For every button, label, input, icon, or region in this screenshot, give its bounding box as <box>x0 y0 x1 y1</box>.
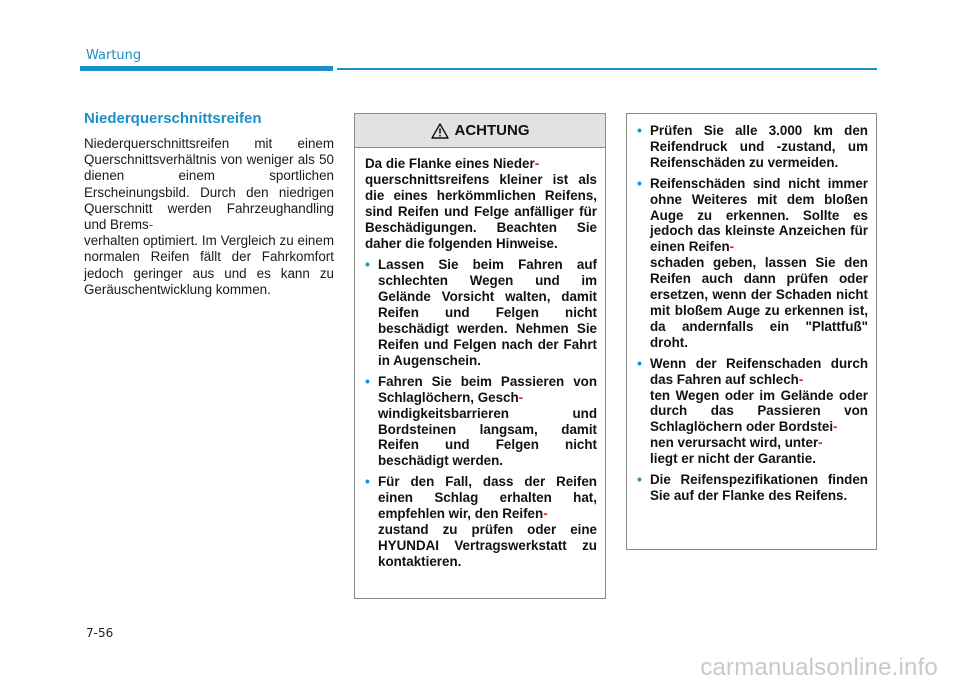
watermark: carmanualsonline.info <box>700 654 938 681</box>
header-bar-thick <box>80 66 333 71</box>
list-item <box>637 176 868 351</box>
caution-body <box>355 148 605 570</box>
intro-hyphen: - <box>148 217 154 233</box>
caution-continued-box <box>626 113 877 550</box>
continued-bullet3-d: liegt er nicht der Garantie. <box>650 451 816 467</box>
hyphen-mark: - <box>798 371 804 387</box>
continued-bullet2-b: schaden geben, lassen Sie den Reifen auch dann prüfen oder ersetzen, wenn der Schaden nicht mit bloßem Auge zu erkennen ist, da andernfalls ein "Plattfuß" droht. <box>650 255 868 350</box>
page-number: 7-56 <box>86 626 114 640</box>
continued-bullet4: Die Reifenspezifikationen finden Sie auf der Flanke des Reifens. <box>650 472 868 503</box>
hyphen-mark: - <box>818 435 823 451</box>
continued-bullet3-a: Wenn der Reifenschaden durch das Fahren auf schlech <box>650 355 868 387</box>
list-item <box>637 472 868 504</box>
caution-para-b: querschnittsreifens kleiner ist als die eines herkömmlichen Reifens, sind Reifen und Felge anfälliger für Beschädigungen. Beachten Sie daher die folgenden Hinweise. <box>365 171 597 251</box>
header-bar-thin <box>337 68 877 70</box>
hyphen-mark: - <box>543 506 548 522</box>
list-item <box>637 356 868 467</box>
intro-paragraph <box>84 136 334 298</box>
caution-bullet2-b: windigkeitsbarrieren und Bordsteinen langsam, damit Reifen und Felgen nicht beschädigt werden. <box>378 405 597 469</box>
section-label: Wartung <box>86 48 142 63</box>
caution-bullet2-a: Fahren Sie beim Passieren von Schlaglöchern, Gesch <box>378 373 597 405</box>
caution-box <box>354 113 606 599</box>
continued-bullet2-a: Reifenschäden sind nicht immer ohne Weiteres mit dem bloßen Auge zu erkennen. Sollte es jedoch das kleinste Anzeichen für einen Reifen <box>650 175 868 255</box>
hyphen-mark: - <box>833 419 838 435</box>
caution-bullet1: Lassen Sie beim Fahren auf schlechten Wegen und im Gelände Vorsicht walten, damit Reifen und Felgen nicht beschädigt werden. Nehmen Sie Reifen und Felgen nach der Fahrt in Augenschein. <box>378 257 597 368</box>
caution-bullet3-b: zustand zu prüfen oder eine HYUNDAI Vertragswerkstatt zu kontaktieren. <box>378 521 597 569</box>
intro-part2: verhalten optimiert. Im Vergleich zu einem normalen Reifen fällt der Fahrkomfort jedoch geringer aus und es kann zu Geräuschentwicklung kommen. <box>84 233 334 297</box>
hyphen-mark: - <box>518 389 524 405</box>
continued-list <box>637 123 868 504</box>
continued-body <box>627 114 876 504</box>
caution-bullet3-a: Für den Fall, dass der Reifen einen Schlag erhalten hat, empfehlen wir, den Reifen <box>378 474 597 522</box>
caution-header <box>355 114 605 148</box>
caution-title: ACHTUNG <box>454 122 530 139</box>
caution-list <box>365 257 597 569</box>
list-item <box>365 374 597 469</box>
continued-bullet3-c: nen verursacht wird, unter <box>650 435 819 451</box>
list-item <box>365 257 597 368</box>
list-item <box>637 123 868 171</box>
intro-part1: Niederquerschnittsreifen mit einem Querschnittsverhältnis von weniger als 50 dienen einem sportlichen Erscheinungsbild. Durch den niedrigen Querschnitt werden Fahrzeughandling und Brems <box>84 136 334 233</box>
continued-bullet1: Prüfen Sie alle 3.000 km den Reifendruck und -zustand, um Reifenschäden zu vermeiden. <box>650 123 868 170</box>
hyphen-mark: - <box>729 239 735 255</box>
caution-para-a: Da die Flanke eines Nieder <box>365 156 535 171</box>
continued-bullet3-b: ten Wegen oder im Gelände oder durch das Passieren von Schlaglöchern oder Bordstei <box>650 387 868 435</box>
caution-paragraph <box>365 156 597 251</box>
warning-triangle-icon <box>431 123 449 139</box>
section-heading: Niederquerschnittsreifen <box>84 110 262 127</box>
hyphen-mark: - <box>534 156 540 171</box>
list-item <box>365 474 597 569</box>
